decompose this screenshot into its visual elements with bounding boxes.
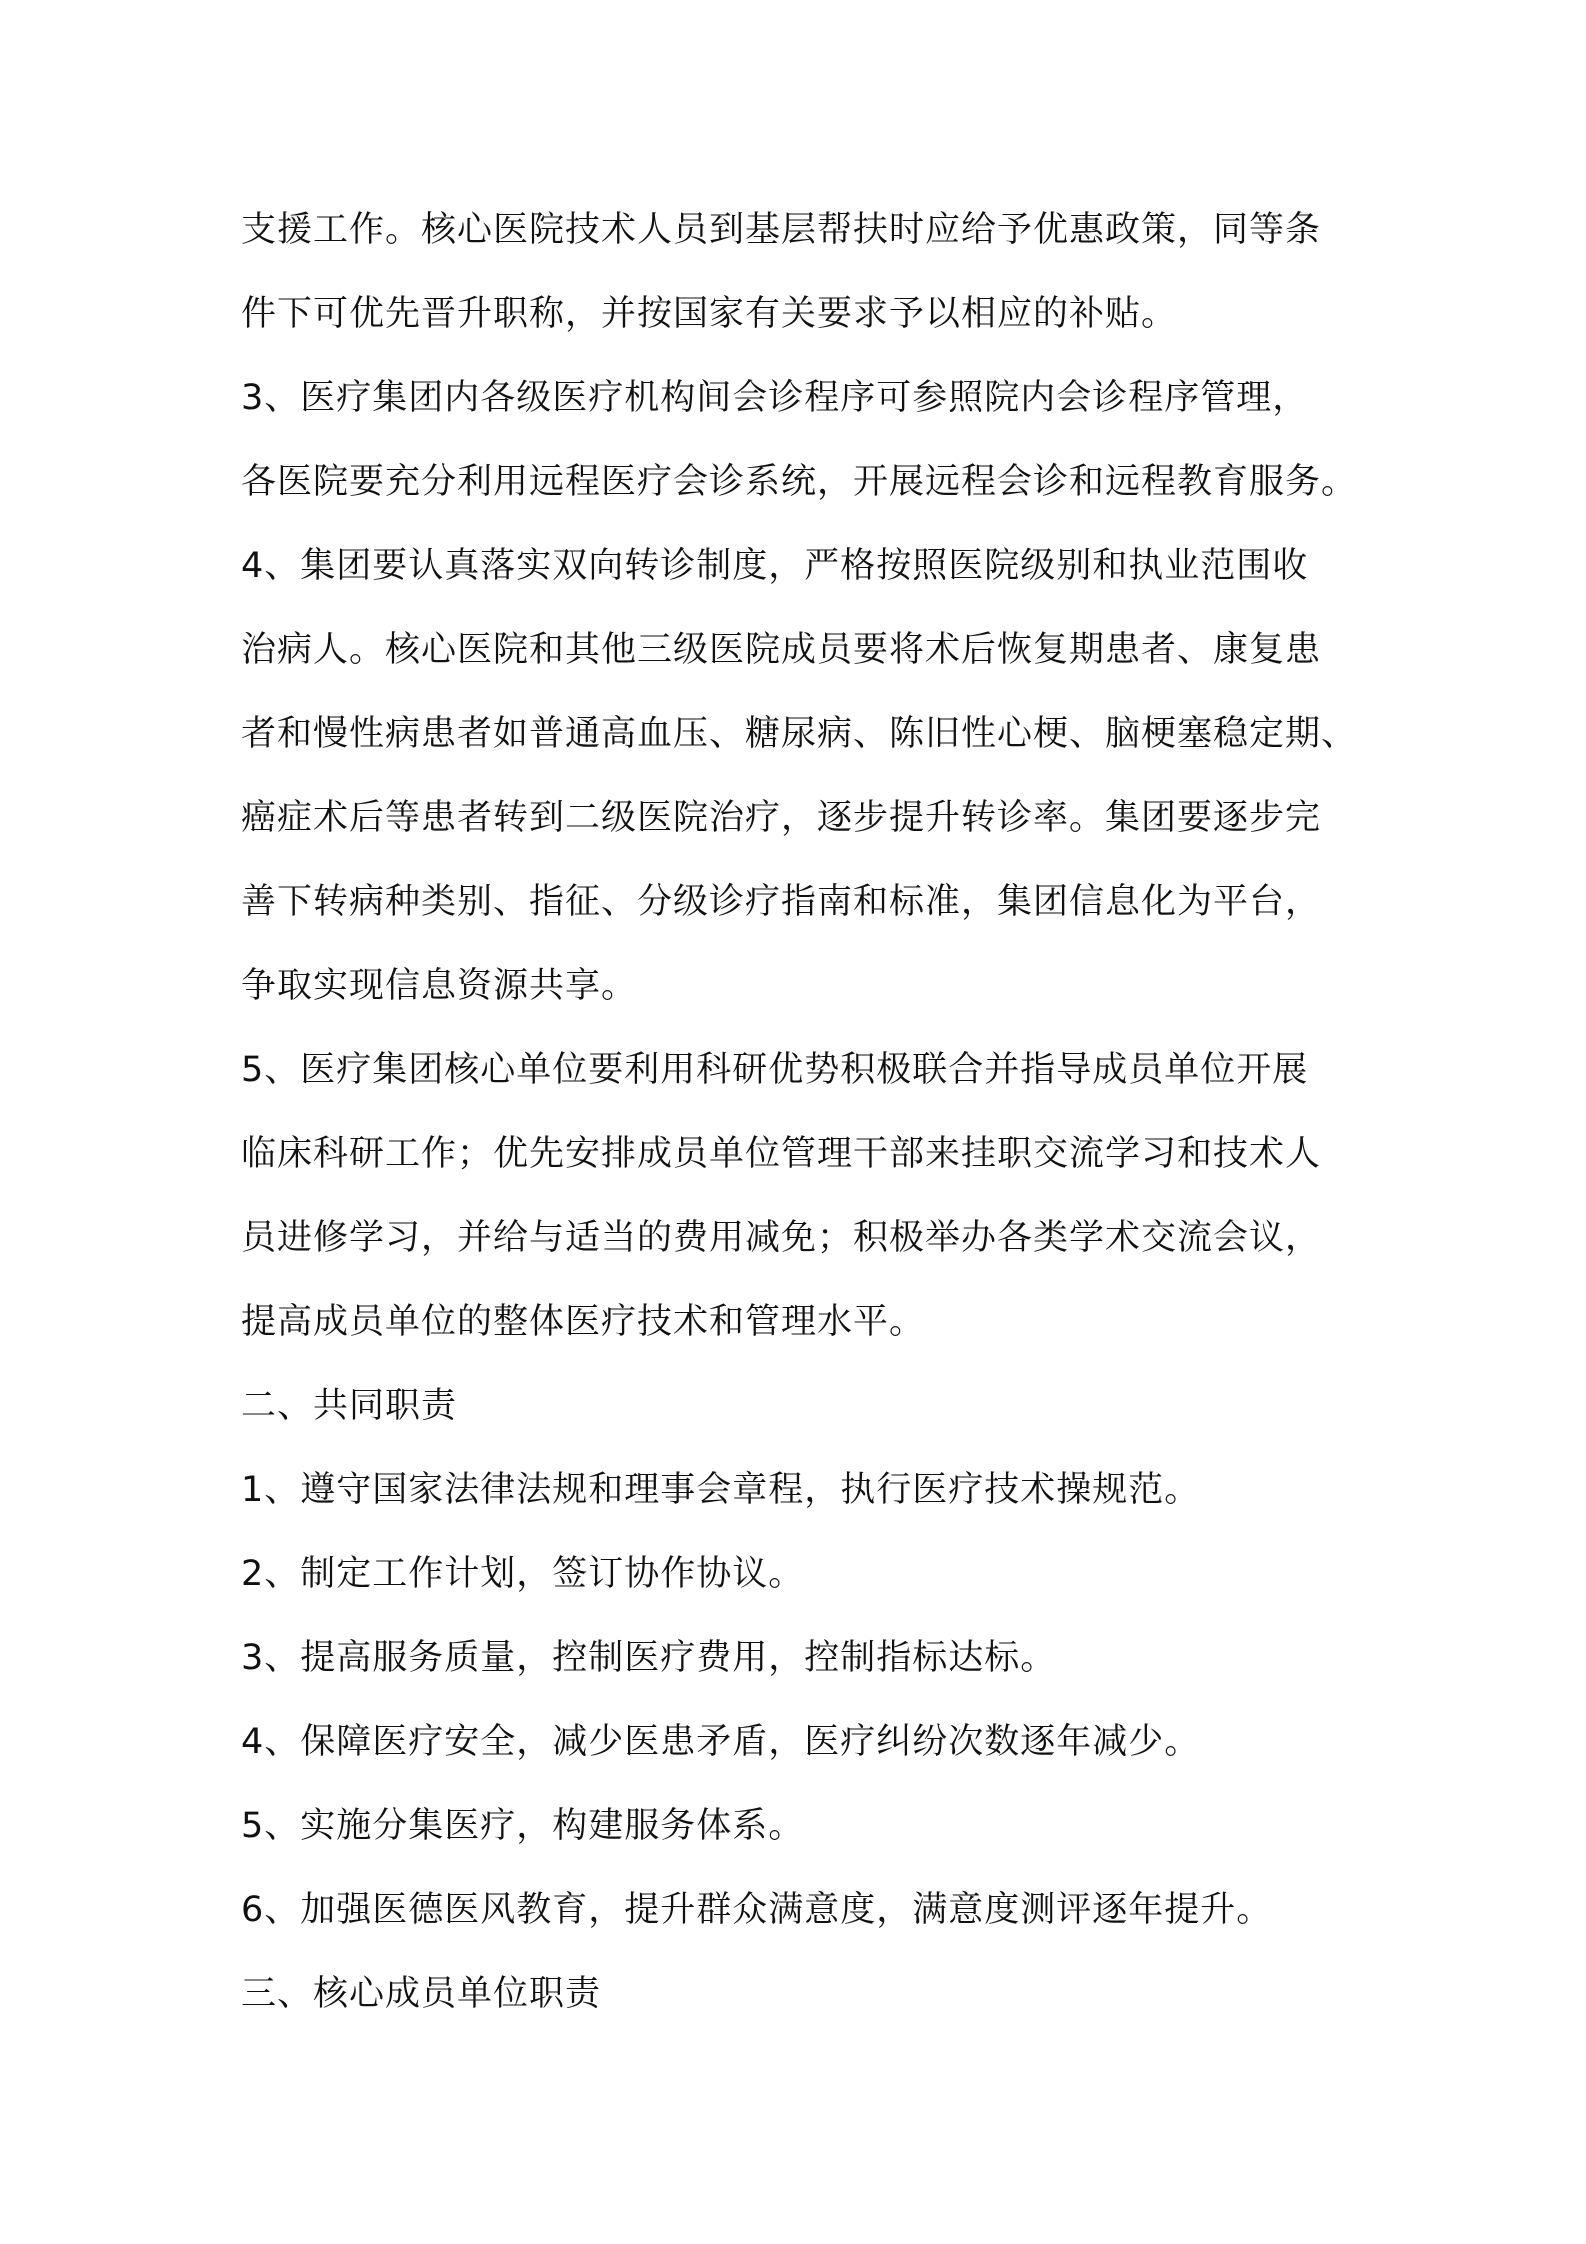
paragraph-line: 者和慢性病患者如普通高血压、糖尿病、陈旧性心梗、脑梗塞稳定期、 bbox=[241, 714, 1358, 754]
list-item: 2、制定工作计划，签订协作协议。 bbox=[241, 1554, 805, 1594]
paragraph-line: 争取实现信息资源共享。 bbox=[241, 966, 638, 1006]
paragraph-line: 提高成员单位的整体医疗技术和管理水平。 bbox=[241, 1302, 926, 1342]
paragraph-line: 善下转病种类别、指征、分级诊疗指南和标准，集团信息化为平台， bbox=[241, 882, 1322, 922]
list-item: 3、提高服务质量，控制医疗费用，控制指标达标。 bbox=[241, 1638, 1057, 1678]
document-page bbox=[241, 205, 1381, 2053]
paragraph-line: 3、医疗集团内各级医疗机构间会诊程序可参照院内会诊程序管理， bbox=[241, 378, 1309, 418]
list-item: 5、实施分集医疗，构建服务体系。 bbox=[241, 1806, 805, 1846]
paragraph-line: 员进修学习，并给与适当的费用减免；积极举办各类学术交流会议， bbox=[241, 1218, 1322, 1258]
section-heading: 二、共同职责 bbox=[241, 1386, 458, 1426]
paragraph-line: 治病人。核心医院和其他三级医院成员要将术后恢复期患者、康复患 bbox=[241, 630, 1322, 670]
paragraph-line: 4、集团要认真落实双向转诊制度，严格按照医院级别和执业范围收 bbox=[241, 546, 1309, 586]
list-item: 6、加强医德医风教育，提升群众满意度，满意度测评逐年提升。 bbox=[241, 1890, 1273, 1930]
paragraph-line: 5、医疗集团核心单位要利用科研优势积极联合并指导成员单位开展 bbox=[241, 1050, 1309, 1090]
paragraph-line: 临床科研工作；优先安排成员单位管理干部来挂职交流学习和技术人 bbox=[241, 1134, 1322, 1174]
paragraph-line: 件下可优先晋升职称，并按国家有关要求予以相应的补贴。 bbox=[241, 294, 1178, 334]
list-item: 4、保障医疗安全，减少医患矛盾，医疗纠纷次数逐年减少。 bbox=[241, 1722, 1201, 1762]
paragraph-line: 癌症术后等患者转到二级医院治疗，逐步提升转诊率。集团要逐步完 bbox=[241, 798, 1322, 838]
paragraph-line: 各医院要充分利用远程医疗会诊系统，开展远程会诊和远程教育服务。 bbox=[241, 462, 1358, 502]
section-heading: 三、核心成员单位职责 bbox=[241, 1974, 602, 2014]
paragraph-line: 支援工作。核心医院技术人员到基层帮扶时应给予优惠政策，同等条 bbox=[241, 210, 1322, 250]
list-item: 1、遵守国家法律法规和理事会章程，执行医疗技术操规范。 bbox=[241, 1470, 1201, 1510]
